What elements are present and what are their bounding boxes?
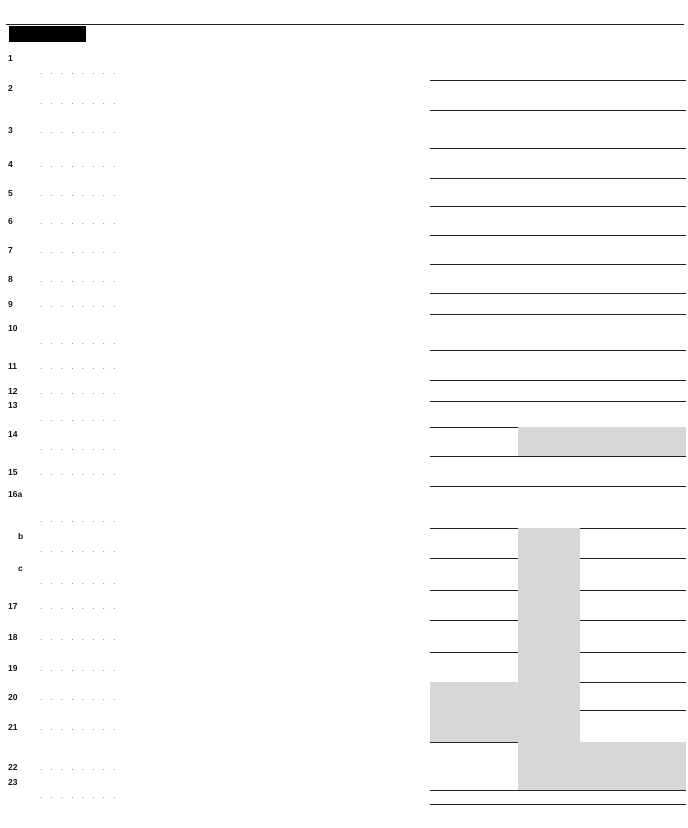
line-description [40, 83, 426, 108]
row-rule [430, 148, 686, 149]
line-description [40, 245, 426, 258]
line-description [40, 299, 426, 312]
line-number: 16a [8, 488, 23, 499]
line-number: 18 [8, 631, 18, 642]
shaded-cell [518, 710, 580, 742]
line-description [40, 467, 426, 480]
row-rule [430, 293, 686, 294]
leader-dots: . . . . . . . . [40, 762, 119, 772]
row-rule [430, 178, 686, 179]
line-description [40, 274, 426, 287]
line-description [40, 386, 426, 399]
leader-dots: . . . . . . . . [40, 632, 119, 642]
line-description [40, 489, 426, 527]
leader-dots: . . . . . . . . [40, 790, 119, 800]
line-number: 8 [8, 274, 13, 285]
leader-dots: . . . . . . . . [40, 336, 119, 346]
shaded-cell [518, 558, 580, 590]
line-number: 13 [8, 400, 18, 410]
shaded-cell [430, 682, 518, 710]
row-rule [430, 264, 686, 265]
line-number: 9 [8, 299, 13, 310]
row-rule [430, 80, 686, 81]
line-description [40, 125, 426, 138]
line-description [40, 632, 426, 645]
line-number: 11 [8, 360, 17, 371]
row-rule [430, 486, 686, 487]
line-number: 5 [8, 187, 13, 198]
row-rule [430, 380, 686, 381]
leader-dots: . . . . . . . . [40, 217, 119, 227]
row-rule [430, 350, 686, 351]
line-description [40, 762, 426, 775]
row-rule [430, 314, 686, 315]
leader-dots: . . . . . . . . [40, 275, 119, 285]
row-rule [430, 110, 686, 111]
row-rule [430, 235, 686, 236]
line-number: 19 [8, 662, 18, 673]
schedule-title [104, 25, 414, 39]
line-number: 15 [8, 466, 18, 477]
line-number: 1 [8, 53, 13, 63]
line-description [40, 429, 426, 454]
shaded-cell [518, 652, 580, 682]
leader-dots: . . . . . . . . [40, 692, 119, 702]
line-number: 3 [8, 124, 13, 135]
leader-dots: . . . . . . . . [40, 125, 119, 135]
leader-dots: . . . . . . . . [40, 246, 119, 256]
line-number: 6 [8, 216, 13, 227]
row-rule [430, 401, 686, 402]
line-description [40, 692, 426, 705]
schedule-label [9, 26, 86, 42]
row-rule [430, 206, 686, 207]
line-description [40, 663, 426, 676]
line-description [40, 777, 426, 802]
line-description [40, 531, 426, 556]
leader-dots: . . . . . . . . [40, 66, 119, 76]
leader-dots: . . . . . . . . [40, 663, 119, 673]
leader-dots: . . . . . . . . [40, 300, 119, 310]
row-rule [430, 790, 686, 791]
leader-dots: . . . . . . . . [40, 96, 119, 106]
shaded-cell [580, 427, 686, 456]
col-a-header [430, 31, 516, 40]
line-description [40, 159, 426, 172]
line-description [40, 323, 426, 348]
line-description [40, 188, 426, 201]
shaded-cell [518, 620, 580, 652]
shaded-cell [518, 528, 580, 558]
leader-dots: . . . . . . . . [40, 544, 119, 554]
shaded-cell [518, 682, 580, 710]
leader-dots: . . . . . . . . [40, 576, 119, 586]
shaded-cell [430, 710, 518, 742]
leader-dots: . . . . . . . . [40, 722, 119, 732]
leader-dots: . . . . . . . . [40, 601, 119, 611]
leader-dots: . . . . . . . . [40, 361, 119, 371]
line-number: 7 [8, 245, 13, 256]
leader-dots: . . . . . . . . [40, 413, 119, 423]
line-number: 12 [8, 386, 18, 397]
row-rule [430, 804, 686, 805]
line-number: 2 [8, 83, 13, 93]
shaded-cell [518, 590, 580, 620]
line-number: 4 [8, 158, 13, 169]
leader-dots: . . . . . . . . [40, 514, 119, 524]
line-number: c [18, 563, 23, 573]
shaded-cell [518, 427, 580, 456]
leader-dots: . . . . . . . . [40, 188, 119, 198]
leader-dots: . . . . . . . . [40, 387, 119, 397]
leader-dots: . . . . . . . . [40, 159, 119, 169]
line-description [40, 53, 426, 78]
leader-dots: . . . . . . . . [40, 467, 119, 477]
line-number: 14 [8, 429, 18, 439]
line-number: 10 [8, 323, 18, 333]
line-number: b [18, 531, 24, 541]
line-number: 20 [8, 691, 18, 702]
line-description [40, 361, 426, 374]
line-number: 21 [8, 721, 18, 732]
line-description [40, 400, 426, 425]
line-number: 22 [8, 761, 18, 772]
line-description [40, 601, 426, 614]
line-description [40, 722, 426, 735]
line-number: 23 [8, 777, 18, 787]
leader-dots: . . . . . . . . [40, 442, 119, 452]
col-c-header [582, 31, 686, 40]
line-number: 17 [8, 600, 18, 611]
shaded-cell [518, 742, 686, 790]
row-rule [430, 456, 686, 457]
line-description [40, 216, 426, 229]
line-description [40, 563, 426, 588]
